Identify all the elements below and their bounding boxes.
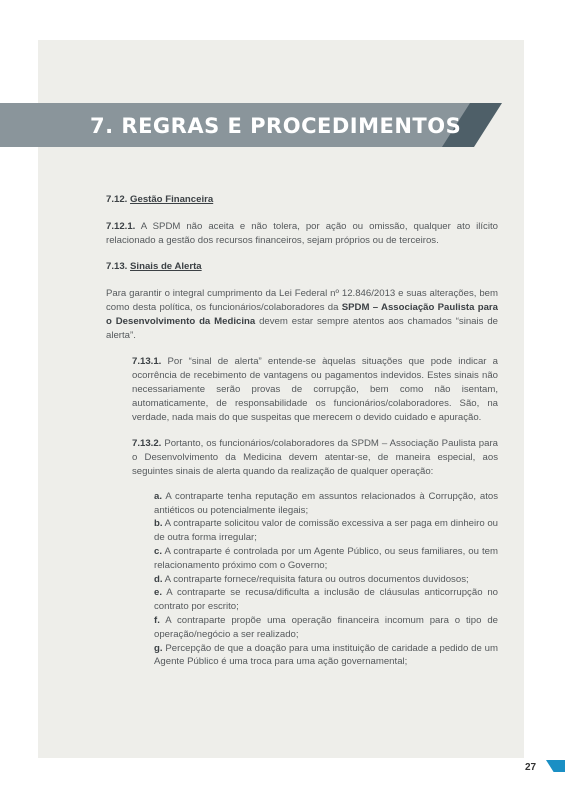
paragraph-7-13-2 — [132, 437, 498, 478]
heading-title: Gestão Financeira — [130, 194, 214, 205]
list-item — [154, 614, 498, 642]
item-text: A contraparte solicitou valor de comissão excessiva a ser paga em dinheiro ou de outra forma irregular; — [154, 518, 498, 544]
heading-title: Sinais de Alerta — [130, 261, 202, 273]
paragraph-text-post: devem estar sempre atentos aos chamados “sinais de alerta”. — [106, 315, 498, 341]
list-item — [154, 517, 498, 545]
alert-signs-list — [106, 490, 498, 669]
paragraph-number: 7.13.2. — [132, 438, 162, 450]
item-text: A contraparte fornece/requisita fatura ou outros documentos duvidosos; — [162, 573, 469, 585]
item-letter: c. — [154, 545, 163, 557]
paragraph-7-13-1 — [132, 355, 498, 424]
item-letter: d. — [154, 573, 163, 585]
list-item — [154, 642, 498, 670]
page-tab-marker — [546, 760, 565, 772]
item-text: A contraparte tenha reputação em assuntos relacionados à Corrupção, atos antiéticos ou potencialmente ilegais; — [154, 490, 498, 516]
item-letter: b. — [154, 518, 163, 530]
item-letter: a. — [154, 490, 163, 502]
list-item — [154, 545, 498, 573]
item-letter: e. — [154, 587, 163, 599]
heading-number: 7.13. — [106, 261, 128, 273]
list-item — [154, 490, 498, 518]
section-title: 7. REGRAS E PROCEDIMENTOS — [90, 114, 462, 138]
paragraph-7-13-intro — [106, 287, 498, 342]
paragraph-7-12-1 — [106, 220, 498, 248]
paragraph-text: Portanto, os funcionários/colaboradores da SPDM – Associação Paulista para o Desenvolvimento da Medicina devem atentar-se, de maneira especial, aos seguintes sinais de alerta quando da realização de qualquer operação: — [132, 438, 498, 477]
item-text: A contraparte propõe uma operação financeira incomum para o tipo de operação/negócio a ser realizado; — [154, 614, 498, 640]
subsection-indent — [106, 355, 498, 478]
list-item — [154, 586, 498, 614]
heading-7-12 — [106, 193, 498, 207]
item-text: A contraparte é controlada por um Agente Público, ou seus familiares, ou tem relacionamento próximo com o Governo; — [154, 545, 498, 571]
item-text: A contraparte se recusa/dificulta a inclusão de cláusulas anticorrupção no contrato por escrito; — [154, 587, 498, 613]
list-item — [154, 573, 498, 587]
paragraph-text-pre: Para garantir o integral cumprimento da Lei Federal nº 12.846/2013 e suas alterações, bem como desta política, os funcionários/colaboradores da — [106, 288, 498, 313]
paragraph-text: A SPDM não aceita e não tolera, por ação ou omissão, qualquer ato ilícito relacionado a gestão dos recursos financeiros, sejam próprios ou de terceiros. — [106, 220, 498, 246]
heading-number: 7.12. — [106, 194, 128, 205]
item-letter: g. — [154, 642, 163, 654]
page-number: 27 — [525, 762, 537, 773]
paragraph-text: Por “sinal de alerta” entende-se àquelas situações que pode indicar a ocorrência de recebimento de vantagens ou pagamentos indevidos. Estes sinais não necessariamente serão provas de corrupção, bem como não isentam, automaticamente, de responsabilidade os funcionários/colaboradores. São, na verdade, nada mais do que suspeitas que merecem o devido cuidado e apuração. — [132, 356, 498, 423]
item-text: Percepção de que a doação para uma instituição de caridade a pedido de um Agente Público é uma troca para uma ação governamental; — [154, 642, 498, 668]
item-letter: f. — [154, 614, 160, 626]
paragraph-number: 7.12.1. — [106, 220, 136, 232]
document-content — [106, 193, 498, 669]
heading-7-13 — [106, 260, 498, 274]
paragraph-number: 7.13.1. — [132, 356, 162, 368]
organization-name: SPDM – Associação Paulista para o Desenvolvimento da Medicina — [106, 301, 498, 327]
